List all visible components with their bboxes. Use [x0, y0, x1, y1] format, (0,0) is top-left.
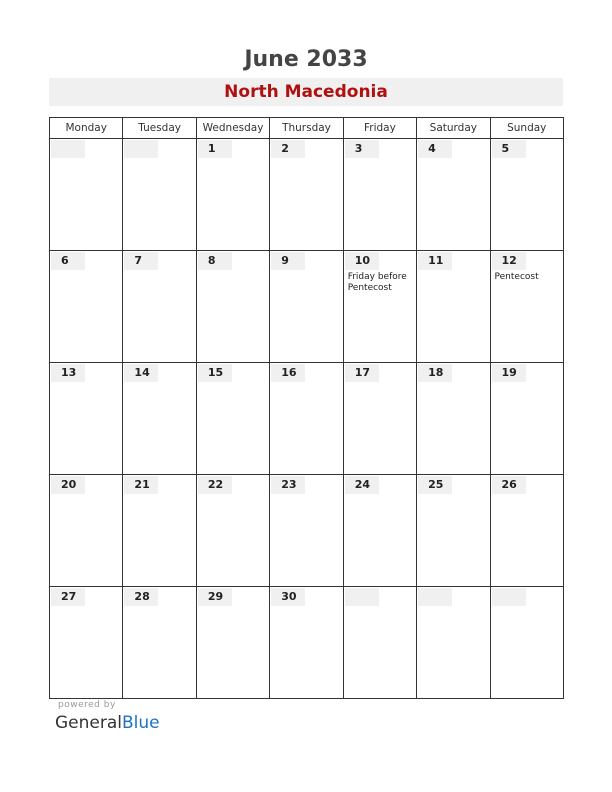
- day-cell: [123, 475, 196, 587]
- week-row: [50, 363, 564, 475]
- day-cell: [50, 363, 123, 475]
- day-cell: [196, 587, 269, 699]
- day-number: 26: [492, 476, 526, 494]
- weekday-header: Friday: [343, 118, 416, 139]
- weekday-header: Sunday: [490, 118, 563, 139]
- day-number: 1: [198, 140, 232, 158]
- day-number: 25: [418, 476, 452, 494]
- day-number: 18: [418, 364, 452, 382]
- day-number: [492, 588, 526, 606]
- weekday-header: Wednesday: [196, 118, 269, 139]
- day-number: 17: [345, 364, 379, 382]
- day-cell: [490, 475, 563, 587]
- holiday-event: Pentecost: [494, 272, 539, 282]
- holiday-event: Friday before Pentecost: [347, 272, 407, 293]
- week-row: [50, 251, 564, 363]
- day-cell: [417, 363, 490, 475]
- day-number: [51, 140, 85, 158]
- day-number: 13: [51, 364, 85, 382]
- day-number: 27: [51, 588, 85, 606]
- weekday-header: Monday: [50, 118, 123, 139]
- day-number: [418, 588, 452, 606]
- day-cell: [123, 363, 196, 475]
- day-number: [345, 588, 379, 606]
- day-cell: [417, 139, 490, 251]
- week-row: [50, 139, 564, 251]
- day-number: 7: [124, 252, 158, 270]
- day-number: 4: [418, 140, 452, 158]
- day-cell: [123, 139, 196, 251]
- day-number: 23: [271, 476, 305, 494]
- page-title: June 2033: [244, 47, 368, 72]
- day-cell: [270, 363, 343, 475]
- day-number: 2: [271, 140, 305, 158]
- day-number: 12: [492, 252, 526, 270]
- day-cell: [50, 139, 123, 251]
- day-number: 14: [124, 364, 158, 382]
- day-number: 24: [345, 476, 379, 494]
- day-cell: [343, 363, 416, 475]
- weekday-header: Thursday: [270, 118, 343, 139]
- week-row: [50, 587, 564, 699]
- day-cell: [123, 251, 196, 363]
- day-cell: [417, 587, 490, 699]
- day-cell: [270, 587, 343, 699]
- day-cell: [196, 363, 269, 475]
- weekday-header-row: [50, 118, 564, 139]
- brand-general: General: [55, 713, 122, 733]
- day-cell: [196, 475, 269, 587]
- day-number: 22: [198, 476, 232, 494]
- day-cell: [343, 475, 416, 587]
- day-number: 30: [271, 588, 305, 606]
- generalblue-logo[interactable]: [55, 713, 160, 733]
- day-number: 8: [198, 252, 232, 270]
- day-cell: [490, 139, 563, 251]
- day-number: 21: [124, 476, 158, 494]
- day-cell: [417, 475, 490, 587]
- day-cell: [270, 475, 343, 587]
- day-number: 5: [492, 140, 526, 158]
- day-cell: [50, 251, 123, 363]
- day-cell: [343, 251, 416, 363]
- day-number: 20: [51, 476, 85, 494]
- week-row: [50, 475, 564, 587]
- day-cell: [490, 363, 563, 475]
- day-number: [124, 140, 158, 158]
- calendar-grid: [49, 117, 564, 699]
- day-cell: [270, 251, 343, 363]
- day-cell: [196, 139, 269, 251]
- brand-blue: Blue: [122, 713, 160, 733]
- day-number: 11: [418, 252, 452, 270]
- day-cell: [270, 139, 343, 251]
- day-cell: [490, 251, 563, 363]
- day-number: 16: [271, 364, 305, 382]
- weekday-header: Tuesday: [123, 118, 196, 139]
- day-cell: [417, 251, 490, 363]
- day-cell: [196, 251, 269, 363]
- weekday-header: Saturday: [417, 118, 490, 139]
- day-number: 19: [492, 364, 526, 382]
- day-number: 10: [345, 252, 379, 270]
- day-cell: [50, 475, 123, 587]
- day-number: 15: [198, 364, 232, 382]
- powered-by-label: powered by: [58, 700, 116, 710]
- day-cell: [343, 139, 416, 251]
- day-number: 3: [345, 140, 379, 158]
- day-number: 6: [51, 252, 85, 270]
- country-banner: North Macedonia: [49, 78, 563, 106]
- day-cell: [490, 587, 563, 699]
- day-cell: [123, 587, 196, 699]
- day-number: 28: [124, 588, 158, 606]
- day-cell: [50, 587, 123, 699]
- day-number: 29: [198, 588, 232, 606]
- day-cell: [343, 587, 416, 699]
- day-number: 9: [271, 252, 305, 270]
